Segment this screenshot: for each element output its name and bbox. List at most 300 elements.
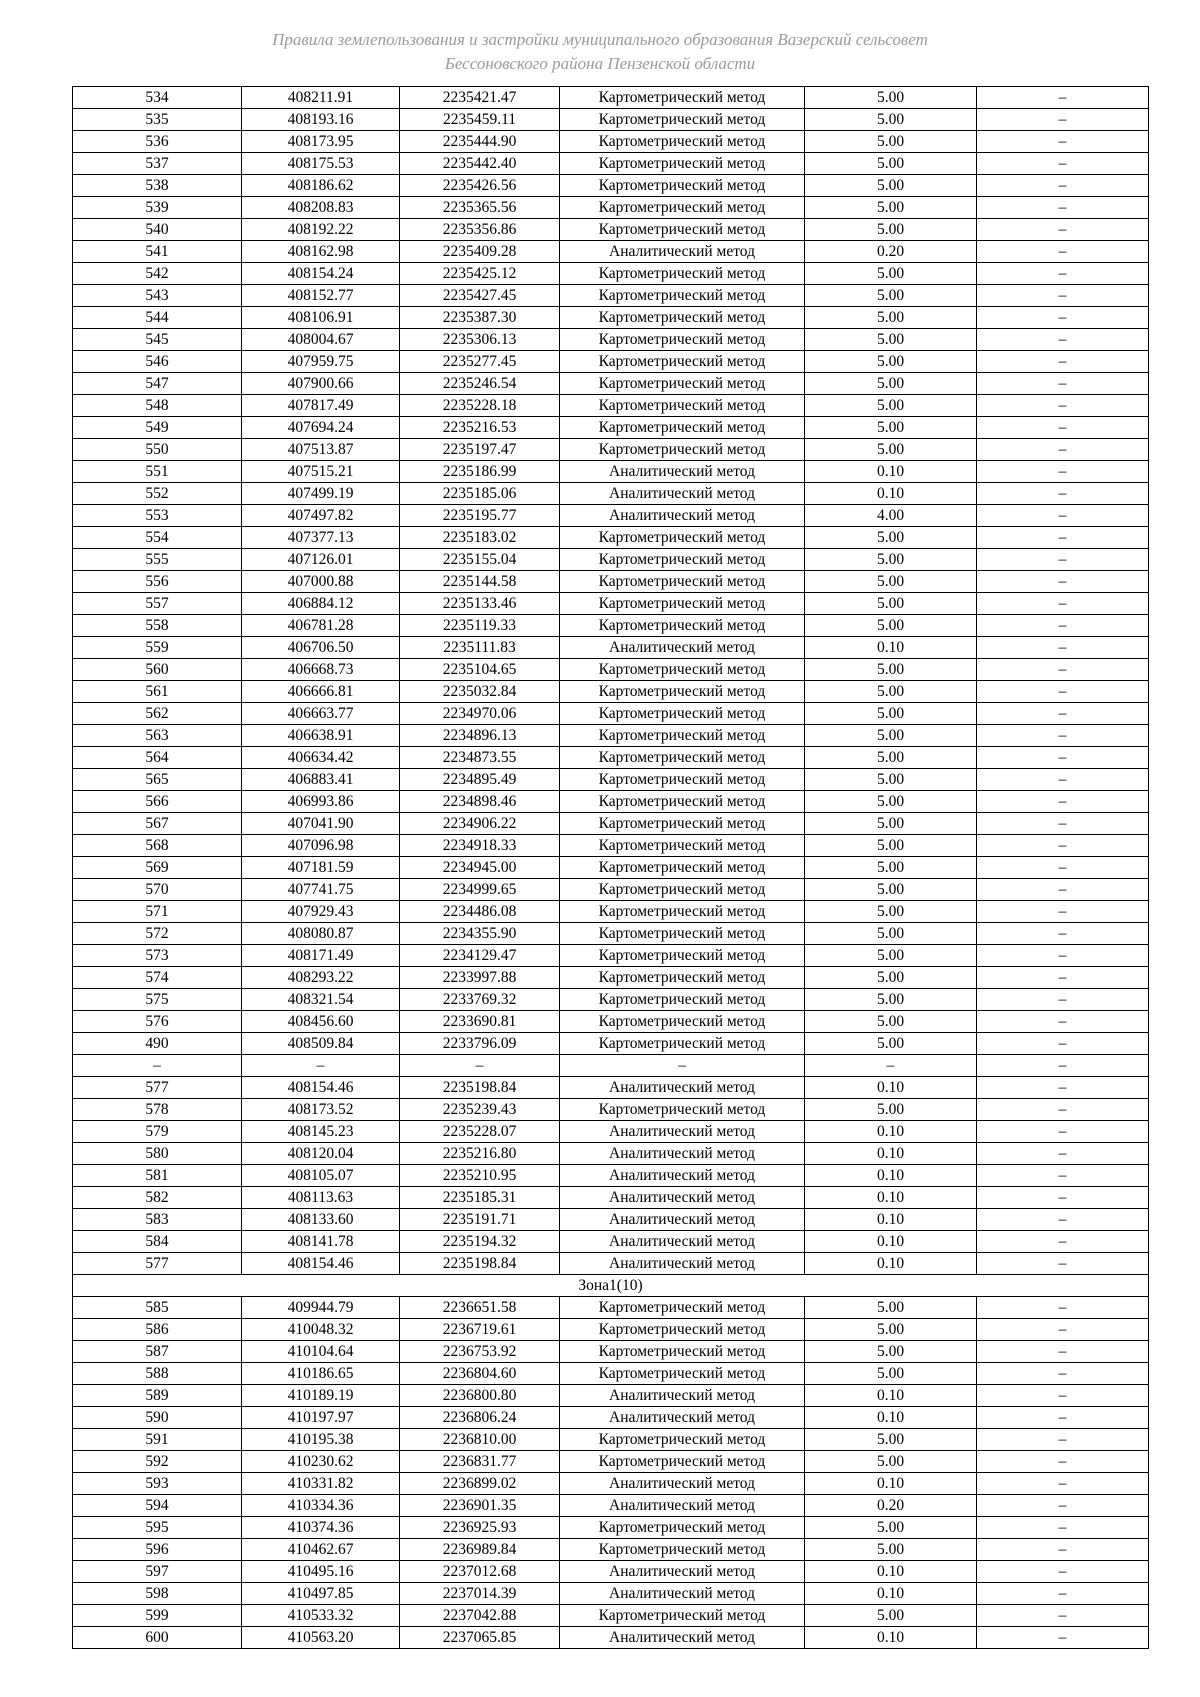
y-coordinate-cell: 2235155.04 [400, 549, 560, 571]
method-cell: Картометрический метод [560, 615, 805, 637]
y-coordinate-cell: 2235185.06 [400, 483, 560, 505]
method-cell: Аналитический метод [560, 637, 805, 659]
point-number-cell: 549 [73, 417, 242, 439]
description-cell: – [977, 967, 1149, 989]
y-coordinate-cell: 2234486.08 [400, 901, 560, 923]
description-cell: – [977, 483, 1149, 505]
accuracy-cell: 5.00 [805, 923, 977, 945]
description-cell: – [977, 1539, 1149, 1561]
y-coordinate-cell: 2233997.88 [400, 967, 560, 989]
x-coordinate-cell: 407096.98 [242, 835, 400, 857]
description-cell: – [977, 351, 1149, 373]
coordinates-table-body [73, 87, 1149, 1649]
x-coordinate-cell: 408004.67 [242, 329, 400, 351]
point-number-cell: 585 [73, 1297, 242, 1319]
y-coordinate-cell: 2235104.65 [400, 659, 560, 681]
accuracy-cell: 5.00 [805, 285, 977, 307]
x-coordinate-cell: 408171.49 [242, 945, 400, 967]
x-coordinate-cell: 407929.43 [242, 901, 400, 923]
point-number-cell: 592 [73, 1451, 242, 1473]
x-coordinate-cell: 408154.46 [242, 1253, 400, 1275]
x-coordinate-cell: 410186.65 [242, 1363, 400, 1385]
description-cell: – [977, 1627, 1149, 1649]
x-coordinate-cell: 406883.41 [242, 769, 400, 791]
point-number-cell: 536 [73, 131, 242, 153]
x-coordinate-cell: 408106.91 [242, 307, 400, 329]
y-coordinate-cell: 2237042.88 [400, 1605, 560, 1627]
point-number-cell: 567 [73, 813, 242, 835]
description-cell: – [977, 1385, 1149, 1407]
point-number-cell: 547 [73, 373, 242, 395]
point-number-cell: 575 [73, 989, 242, 1011]
table-row [73, 1187, 1149, 1209]
method-cell: Аналитический метод [560, 1583, 805, 1605]
point-number-cell: 590 [73, 1407, 242, 1429]
y-coordinate-cell: 2235246.54 [400, 373, 560, 395]
description-cell: – [977, 615, 1149, 637]
description-cell: – [977, 1297, 1149, 1319]
section-title-cell: Зона1(10) [73, 1275, 1149, 1297]
table-row [73, 615, 1149, 637]
point-number-cell: 580 [73, 1143, 242, 1165]
description-cell: – [977, 1231, 1149, 1253]
table-row [73, 1473, 1149, 1495]
point-number-cell: 551 [73, 461, 242, 483]
y-coordinate-cell: 2236831.77 [400, 1451, 560, 1473]
method-cell: Картометрический метод [560, 1517, 805, 1539]
table-row [73, 1561, 1149, 1583]
description-cell: – [977, 153, 1149, 175]
y-coordinate-cell: 2235426.56 [400, 175, 560, 197]
description-cell: – [977, 1165, 1149, 1187]
y-coordinate-cell: 2235216.53 [400, 417, 560, 439]
method-cell: Картометрический метод [560, 1099, 805, 1121]
description-cell: – [977, 1253, 1149, 1275]
x-coordinate-cell: 410533.32 [242, 1605, 400, 1627]
y-coordinate-cell: 2235198.84 [400, 1253, 560, 1275]
description-cell: – [977, 1055, 1149, 1077]
method-cell: Картометрический метод [560, 571, 805, 593]
accuracy-cell: 5.00 [805, 219, 977, 241]
x-coordinate-cell: 407515.21 [242, 461, 400, 483]
accuracy-cell: 5.00 [805, 1099, 977, 1121]
accuracy-cell: 5.00 [805, 769, 977, 791]
method-cell: Картометрический метод [560, 593, 805, 615]
y-coordinate-cell: 2235387.30 [400, 307, 560, 329]
point-number-cell: 545 [73, 329, 242, 351]
accuracy-cell: 5.00 [805, 901, 977, 923]
method-cell: Картометрический метод [560, 197, 805, 219]
method-cell: Картометрический метод [560, 439, 805, 461]
section-row [73, 1275, 1149, 1297]
description-cell: – [977, 241, 1149, 263]
description-cell: – [977, 945, 1149, 967]
point-number-cell: 559 [73, 637, 242, 659]
method-cell: Картометрический метод [560, 835, 805, 857]
description-cell: – [977, 307, 1149, 329]
description-cell: – [977, 571, 1149, 593]
accuracy-cell: 0.10 [805, 1583, 977, 1605]
description-cell: – [977, 813, 1149, 835]
description-cell: – [977, 439, 1149, 461]
x-coordinate-cell: – [242, 1055, 400, 1077]
y-coordinate-cell: 2235216.80 [400, 1143, 560, 1165]
point-number-cell: 540 [73, 219, 242, 241]
point-number-cell: 584 [73, 1231, 242, 1253]
point-number-cell: 578 [73, 1099, 242, 1121]
accuracy-cell: 5.00 [805, 351, 977, 373]
point-number-cell: 552 [73, 483, 242, 505]
x-coordinate-cell: 407497.82 [242, 505, 400, 527]
accuracy-cell: 5.00 [805, 109, 977, 131]
method-cell: Картометрический метод [560, 1341, 805, 1363]
point-number-cell: 576 [73, 1011, 242, 1033]
table-row [73, 87, 1149, 109]
method-cell: Картометрический метод [560, 945, 805, 967]
point-number-cell: 593 [73, 1473, 242, 1495]
description-cell: – [977, 791, 1149, 813]
x-coordinate-cell: 406668.73 [242, 659, 400, 681]
method-cell: Картометрический метод [560, 1011, 805, 1033]
method-cell: Аналитический метод [560, 505, 805, 527]
x-coordinate-cell: 407499.19 [242, 483, 400, 505]
table-row [73, 263, 1149, 285]
point-number-cell: 596 [73, 1539, 242, 1561]
y-coordinate-cell: 2237012.68 [400, 1561, 560, 1583]
description-cell: – [977, 131, 1149, 153]
point-number-cell: – [73, 1055, 242, 1077]
accuracy-cell: 5.00 [805, 329, 977, 351]
x-coordinate-cell: 408509.84 [242, 1033, 400, 1055]
point-number-cell: 561 [73, 681, 242, 703]
accuracy-cell: 0.10 [805, 1407, 977, 1429]
method-cell: Картометрический метод [560, 791, 805, 813]
accuracy-cell: 5.00 [805, 681, 977, 703]
method-cell: Картометрический метод [560, 1605, 805, 1627]
x-coordinate-cell: 406884.12 [242, 593, 400, 615]
y-coordinate-cell: 2236651.58 [400, 1297, 560, 1319]
table-row [73, 329, 1149, 351]
table-row [73, 1121, 1149, 1143]
method-cell: Картометрический метод [560, 1451, 805, 1473]
table-row [73, 285, 1149, 307]
accuracy-cell: 0.10 [805, 1121, 977, 1143]
method-cell: Аналитический метод [560, 1121, 805, 1143]
table-row [73, 461, 1149, 483]
method-cell: Картометрический метод [560, 1363, 805, 1385]
point-number-cell: 586 [73, 1319, 242, 1341]
method-cell: Картометрический метод [560, 1297, 805, 1319]
description-cell: – [977, 923, 1149, 945]
accuracy-cell: 0.10 [805, 1187, 977, 1209]
method-cell: Картометрический метод [560, 329, 805, 351]
table-row [73, 791, 1149, 813]
accuracy-cell: 5.00 [805, 527, 977, 549]
y-coordinate-cell: 2234999.65 [400, 879, 560, 901]
method-cell: Картометрический метод [560, 549, 805, 571]
point-number-cell: 579 [73, 1121, 242, 1143]
y-coordinate-cell: 2235459.11 [400, 109, 560, 131]
description-cell: – [977, 1077, 1149, 1099]
method-cell: Картометрический метод [560, 527, 805, 549]
y-coordinate-cell: 2235444.90 [400, 131, 560, 153]
x-coordinate-cell: 408186.62 [242, 175, 400, 197]
x-coordinate-cell: 407377.13 [242, 527, 400, 549]
y-coordinate-cell: 2235191.71 [400, 1209, 560, 1231]
x-coordinate-cell: 408173.52 [242, 1099, 400, 1121]
header-line-2: Бессоновского района Пензенской области [444, 54, 756, 73]
accuracy-cell: 5.00 [805, 1517, 977, 1539]
table-row [73, 1517, 1149, 1539]
point-number-cell: 554 [73, 527, 242, 549]
y-coordinate-cell: 2236810.00 [400, 1429, 560, 1451]
coordinates-table [72, 86, 1149, 1649]
description-cell: – [977, 373, 1149, 395]
y-coordinate-cell: 2235185.31 [400, 1187, 560, 1209]
accuracy-cell: 5.00 [805, 1429, 977, 1451]
description-cell: – [977, 549, 1149, 571]
description-cell: – [977, 703, 1149, 725]
accuracy-cell: 5.00 [805, 1341, 977, 1363]
method-cell: Картометрический метод [560, 813, 805, 835]
method-cell: Картометрический метод [560, 373, 805, 395]
table-row [73, 1099, 1149, 1121]
y-coordinate-cell: 2233796.09 [400, 1033, 560, 1055]
point-number-cell: 570 [73, 879, 242, 901]
accuracy-cell: 5.00 [805, 791, 977, 813]
y-coordinate-cell: 2235425.12 [400, 263, 560, 285]
method-cell: Аналитический метод [560, 1473, 805, 1495]
accuracy-cell: 0.10 [805, 1143, 977, 1165]
point-number-cell: 490 [73, 1033, 242, 1055]
page-header [0, 28, 1200, 76]
y-coordinate-cell: – [400, 1055, 560, 1077]
description-cell: – [977, 1363, 1149, 1385]
method-cell: Картометрический метод [560, 351, 805, 373]
point-number-cell: 598 [73, 1583, 242, 1605]
description-cell: – [977, 593, 1149, 615]
x-coordinate-cell: 408192.22 [242, 219, 400, 241]
description-cell: – [977, 1099, 1149, 1121]
y-coordinate-cell: 2235197.47 [400, 439, 560, 461]
x-coordinate-cell: 410331.82 [242, 1473, 400, 1495]
table-row [73, 1231, 1149, 1253]
table-row [73, 373, 1149, 395]
method-cell: Картометрический метод [560, 1033, 805, 1055]
x-coordinate-cell: 406663.77 [242, 703, 400, 725]
method-cell: Картометрический метод [560, 703, 805, 725]
description-cell: – [977, 1121, 1149, 1143]
x-coordinate-cell: 408113.63 [242, 1187, 400, 1209]
y-coordinate-cell: 2235306.13 [400, 329, 560, 351]
y-coordinate-cell: 2236925.93 [400, 1517, 560, 1539]
table-row [73, 1605, 1149, 1627]
accuracy-cell: 0.10 [805, 637, 977, 659]
table-row [73, 1143, 1149, 1165]
table-row [73, 967, 1149, 989]
y-coordinate-cell: 2236901.35 [400, 1495, 560, 1517]
point-number-cell: 534 [73, 87, 242, 109]
table-row [73, 1429, 1149, 1451]
accuracy-cell: 5.00 [805, 945, 977, 967]
point-number-cell: 594 [73, 1495, 242, 1517]
method-cell: Картометрический метод [560, 263, 805, 285]
method-cell: Аналитический метод [560, 1187, 805, 1209]
x-coordinate-cell: 408105.07 [242, 1165, 400, 1187]
description-cell: – [977, 769, 1149, 791]
description-cell: – [977, 1495, 1149, 1517]
table-row [73, 219, 1149, 241]
point-number-cell: 557 [73, 593, 242, 615]
accuracy-cell: 0.10 [805, 1209, 977, 1231]
method-cell: Картометрический метод [560, 131, 805, 153]
method-cell: Аналитический метод [560, 461, 805, 483]
accuracy-cell: 5.00 [805, 153, 977, 175]
accuracy-cell: 5.00 [805, 87, 977, 109]
accuracy-cell: 5.00 [805, 1363, 977, 1385]
x-coordinate-cell: 410048.32 [242, 1319, 400, 1341]
y-coordinate-cell: 2235356.86 [400, 219, 560, 241]
x-coordinate-cell: 408145.23 [242, 1121, 400, 1143]
method-cell: Аналитический метод [560, 1209, 805, 1231]
description-cell: – [977, 1473, 1149, 1495]
y-coordinate-cell: 2235228.07 [400, 1121, 560, 1143]
method-cell: Картометрический метод [560, 417, 805, 439]
table-row [73, 505, 1149, 527]
table-row [73, 1253, 1149, 1275]
y-coordinate-cell: 2236719.61 [400, 1319, 560, 1341]
accuracy-cell: 5.00 [805, 1297, 977, 1319]
point-number-cell: 537 [73, 153, 242, 175]
accuracy-cell: 5.00 [805, 813, 977, 835]
x-coordinate-cell: 406706.50 [242, 637, 400, 659]
point-number-cell: 562 [73, 703, 242, 725]
y-coordinate-cell: 2235186.99 [400, 461, 560, 483]
table-row [73, 1495, 1149, 1517]
y-coordinate-cell: 2235194.32 [400, 1231, 560, 1253]
y-coordinate-cell: 2235228.18 [400, 395, 560, 417]
y-coordinate-cell: 2235409.28 [400, 241, 560, 263]
description-cell: – [977, 1605, 1149, 1627]
y-coordinate-cell: 2233690.81 [400, 1011, 560, 1033]
table-row [73, 1583, 1149, 1605]
description-cell: – [977, 835, 1149, 857]
table-row [73, 835, 1149, 857]
y-coordinate-cell: 2235195.77 [400, 505, 560, 527]
method-cell: Картометрический метод [560, 769, 805, 791]
accuracy-cell: – [805, 1055, 977, 1077]
method-cell: Картометрический метод [560, 285, 805, 307]
description-cell: – [977, 659, 1149, 681]
table-row [73, 1077, 1149, 1099]
y-coordinate-cell: 2233769.32 [400, 989, 560, 1011]
point-number-cell: 577 [73, 1253, 242, 1275]
accuracy-cell: 5.00 [805, 989, 977, 1011]
method-cell: Картометрический метод [560, 1319, 805, 1341]
x-coordinate-cell: 407041.90 [242, 813, 400, 835]
y-coordinate-cell: 2235133.46 [400, 593, 560, 615]
table-row [73, 241, 1149, 263]
point-number-cell: 571 [73, 901, 242, 923]
x-coordinate-cell: 410497.85 [242, 1583, 400, 1605]
point-number-cell: 587 [73, 1341, 242, 1363]
point-number-cell: 591 [73, 1429, 242, 1451]
table-row [73, 1297, 1149, 1319]
x-coordinate-cell: 407513.87 [242, 439, 400, 461]
method-cell: Картометрический метод [560, 307, 805, 329]
x-coordinate-cell: 408321.54 [242, 989, 400, 1011]
method-cell: Картометрический метод [560, 879, 805, 901]
x-coordinate-cell: 408152.77 [242, 285, 400, 307]
accuracy-cell: 5.00 [805, 879, 977, 901]
y-coordinate-cell: 2234129.47 [400, 945, 560, 967]
description-cell: – [977, 857, 1149, 879]
point-number-cell: 541 [73, 241, 242, 263]
table-row [73, 1407, 1149, 1429]
method-cell: Картометрический метод [560, 989, 805, 1011]
y-coordinate-cell: 2234355.90 [400, 923, 560, 945]
x-coordinate-cell: 407000.88 [242, 571, 400, 593]
description-cell: – [977, 1209, 1149, 1231]
description-cell: – [977, 1429, 1149, 1451]
description-cell: – [977, 1561, 1149, 1583]
point-number-cell: 599 [73, 1605, 242, 1627]
x-coordinate-cell: 408120.04 [242, 1143, 400, 1165]
description-cell: – [977, 395, 1149, 417]
header-line-1: Правила землепользования и застройки муниципального образования Вазерский сельсовет [272, 30, 928, 49]
accuracy-cell: 0.10 [805, 1627, 977, 1649]
x-coordinate-cell: 406993.86 [242, 791, 400, 813]
x-coordinate-cell: 410374.36 [242, 1517, 400, 1539]
description-cell: – [977, 219, 1149, 241]
point-number-cell: 563 [73, 725, 242, 747]
table-row [73, 483, 1149, 505]
accuracy-cell: 0.10 [805, 1473, 977, 1495]
table-row [73, 857, 1149, 879]
accuracy-cell: 5.00 [805, 197, 977, 219]
y-coordinate-cell: 2235144.58 [400, 571, 560, 593]
method-cell: Картометрический метод [560, 87, 805, 109]
point-number-cell: 588 [73, 1363, 242, 1385]
table-row [73, 1055, 1149, 1077]
point-number-cell: 568 [73, 835, 242, 857]
point-number-cell: 539 [73, 197, 242, 219]
y-coordinate-cell: 2236989.84 [400, 1539, 560, 1561]
x-coordinate-cell: 408133.60 [242, 1209, 400, 1231]
point-number-cell: 583 [73, 1209, 242, 1231]
x-coordinate-cell: 410189.19 [242, 1385, 400, 1407]
point-number-cell: 548 [73, 395, 242, 417]
accuracy-cell: 5.00 [805, 1033, 977, 1055]
accuracy-cell: 5.00 [805, 1319, 977, 1341]
method-cell: Картометрический метод [560, 395, 805, 417]
accuracy-cell: 5.00 [805, 967, 977, 989]
table-row [73, 1033, 1149, 1055]
description-cell: – [977, 461, 1149, 483]
method-cell: Картометрический метод [560, 681, 805, 703]
x-coordinate-cell: 410230.62 [242, 1451, 400, 1473]
accuracy-cell: 5.00 [805, 659, 977, 681]
y-coordinate-cell: 2235442.40 [400, 153, 560, 175]
point-number-cell: 553 [73, 505, 242, 527]
method-cell: Картометрический метод [560, 659, 805, 681]
accuracy-cell: 0.10 [805, 1253, 977, 1275]
accuracy-cell: 5.00 [805, 747, 977, 769]
y-coordinate-cell: 2235427.45 [400, 285, 560, 307]
point-number-cell: 556 [73, 571, 242, 593]
y-coordinate-cell: 2235277.45 [400, 351, 560, 373]
accuracy-cell: 5.00 [805, 571, 977, 593]
